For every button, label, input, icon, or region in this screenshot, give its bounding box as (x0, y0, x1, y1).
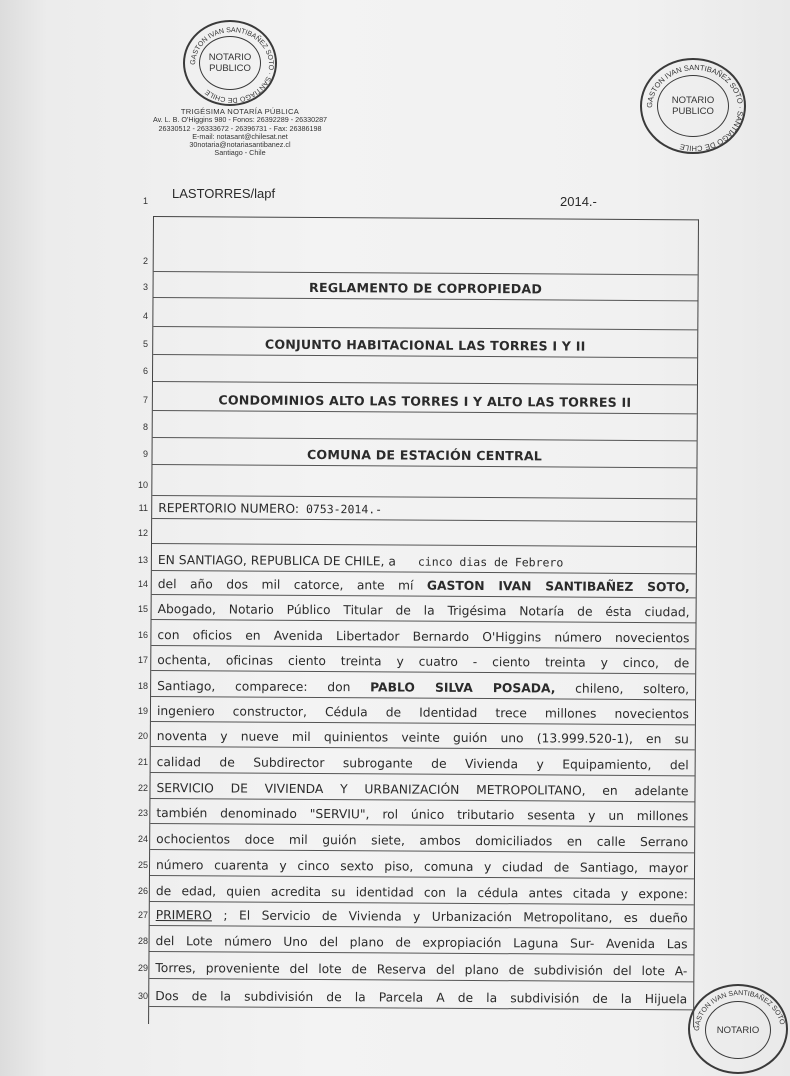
table-row (152, 438, 696, 468)
text-span: calidad de Subdirector subrogante de Vivienda y Equipamiento, del (156, 755, 689, 773)
line-number: 14 (137, 579, 148, 589)
table-row (153, 382, 697, 414)
text-span: de edad, quien acredita su identidad con la cédula antes citada y expone: (155, 884, 688, 902)
text-span: REGLAMENTO DE COPROPIEDAD (309, 279, 543, 297)
line-number: 11 (138, 503, 148, 513)
letterhead-line: E-mail: notasant@chilesat.net (192, 131, 288, 141)
table-row (152, 595, 696, 623)
text-span: Dos de la subdivisión de la Parcela A de la subdivisión de la Hijuela (155, 989, 688, 1007)
table-row (153, 327, 697, 358)
text-span: ; El Servicio de Vivienda y Urbanización Metropolitano, es dueño (211, 908, 688, 926)
line-number: 12 (137, 528, 148, 538)
line-text (159, 392, 691, 410)
svg-text:GASTON IVAN SANTIBAÑEZ SOTO ·: GASTON IVAN SANTIBAÑEZ SOTO · SANTIAGO DE CHILE (644, 62, 746, 154)
line-number: 8 (142, 422, 148, 432)
line-text (157, 755, 689, 772)
text-span: Abogado, Notario Público Titular de la Trigésima Notaría de ésta ciudad, (157, 602, 690, 620)
table-row (153, 298, 697, 330)
line-text (158, 501, 690, 518)
line-number: 29 (137, 963, 148, 973)
table-row (151, 747, 695, 776)
line-number: 5 (142, 339, 148, 349)
text-span: ingeniero constructor, Cédula de Identidad trece millones novecientos (156, 704, 690, 722)
line-number: 2 (142, 256, 148, 266)
line-text (156, 858, 688, 875)
text-span: del año dos mil catorce, ante mí (157, 577, 427, 593)
line-text (156, 934, 688, 951)
text-span: PABLO SILVA POSADA, (370, 680, 556, 696)
deed-text-table (148, 216, 699, 1027)
text-span: número cuarenta y cinco sexto piso, comuna y ciudad de Santiago, mayor (155, 858, 689, 876)
line-text (158, 492, 690, 495)
line-number: 24 (137, 834, 148, 844)
table-row (152, 496, 696, 522)
line-text (157, 628, 689, 645)
table-row (154, 244, 698, 275)
table-row (149, 952, 693, 982)
line-number: 1 (142, 196, 148, 206)
text-span: chileno, soltero, (555, 681, 690, 697)
line-text (158, 602, 690, 619)
line-number: 15 (137, 604, 148, 614)
document-reference: LASTORRES/lapf (172, 186, 276, 201)
letterhead-line: 30notaria@notariasantibanez.cl (189, 140, 291, 150)
table-row (150, 876, 694, 905)
line-text (156, 781, 688, 798)
table-row (152, 465, 696, 499)
document-year: 2014.- (560, 194, 597, 209)
line-number: 22 (137, 783, 148, 793)
text-span: Torres, proveniente del lote de Reserva del plano de subdivisión del lote A- (155, 961, 688, 979)
line-number: 30 (137, 991, 148, 1001)
table-row (150, 799, 694, 827)
line-number: 6 (142, 366, 148, 376)
letterhead-line: TRIGÉSIMA NOTARÍA PÚBLICA (180, 107, 300, 116)
line-text (159, 446, 691, 464)
stamp-label: NOTARIO (208, 52, 252, 63)
text-span: EN SANTIAGO, REPUBLICA DE CHILE, a (157, 553, 396, 569)
text-span: PRIMERO (155, 908, 212, 923)
line-number: 23 (137, 808, 148, 818)
line-text (156, 832, 688, 849)
text-span: CONDOMINIOS ALTO LAS TORRES I Y ALTO LAS TORRES II (218, 392, 632, 410)
line-text (156, 806, 688, 823)
line-number: 20 (137, 731, 148, 741)
line-text (156, 884, 688, 901)
line-number: 21 (137, 757, 148, 767)
text-span: del Lote número Uno del plano de expropiación Laguna Sur- Avenida Las (155, 934, 688, 952)
line-number: 28 (137, 936, 148, 946)
stamp-center (199, 36, 261, 90)
line-number: 10 (137, 480, 148, 490)
text-span: Santiago, comparece: don (157, 679, 371, 695)
line-number: 3 (142, 282, 148, 292)
line-text (157, 679, 689, 696)
text-span: ochocientos doce mil guión siete, ambos domiciliados en calle Serrano (156, 832, 689, 850)
line-number: 19 (137, 706, 148, 716)
line-text (155, 989, 687, 1006)
line-text (158, 540, 690, 543)
line-text (159, 378, 691, 381)
table-row (151, 722, 695, 750)
table-row (151, 671, 695, 700)
text-span: SERVICIO DE VIVIENDA Y URBANIZACIÓN METROPOLITANO, en adelante (156, 781, 689, 799)
handwritten-date: cinco dias de Febrero (417, 554, 564, 570)
line-text (160, 268, 692, 271)
stamp-center (705, 1001, 771, 1059)
letterhead-line: Av. L. B. O'Higgins 980 - Fonos: 26392289 - 26330287 (152, 115, 328, 125)
table-row (151, 697, 695, 725)
table-row (150, 926, 694, 955)
line-text (159, 434, 691, 437)
notary-letterhead (112, 108, 368, 158)
notary-stamp-bottom-right (688, 984, 788, 1074)
stamp-label: PUBLICO (209, 63, 251, 74)
table-row (152, 571, 696, 598)
stamp-label: PUBLICO (672, 106, 714, 117)
line-number: 7 (142, 395, 148, 405)
line-text (155, 961, 687, 978)
line-number: 4 (142, 311, 148, 321)
line-number: 25 (137, 860, 148, 870)
table-row (153, 355, 697, 385)
letterhead-line: Santiago - Chile (214, 148, 266, 158)
line-text (157, 653, 689, 670)
stamp-label: NOTARIO (716, 1024, 760, 1036)
line-text (158, 553, 690, 570)
text-span: REPERTORIO NUMERO: (158, 501, 300, 516)
line-text (157, 729, 689, 746)
line-number: 18 (137, 681, 148, 691)
table-row (151, 646, 695, 674)
notary-stamp-top-right (640, 58, 746, 154)
table-row (150, 902, 694, 929)
line-text (158, 577, 690, 594)
text-span: también denominado "SERVIU", rol único tributario sesenta y un millones (156, 806, 689, 824)
line-text (157, 704, 689, 721)
line-number: 16 (137, 630, 148, 640)
notary-stamp-top-left (183, 20, 277, 106)
svg-text:GASTON IVAN SANTIBAÑEZ SOTO: GASTON IVAN SANTIBAÑEZ SOTO (693, 989, 786, 1032)
table-row (153, 272, 697, 301)
svg-text:GASTON IVAN SANTIBAÑEZ SOTO ·: GASTON IVAN SANTIBAÑEZ SOTO · SANTIAGO DE CHILE (189, 26, 275, 104)
text-span: CONJUNTO HABITACIONAL LAS TORRES I Y II (264, 336, 586, 354)
text-span: con oficios en Avenida Libertador Bernardo O'Higgins número novecientos (157, 628, 690, 646)
table-row (150, 824, 694, 853)
text-span: COMUNA DE ESTACIÓN CENTRAL (306, 446, 543, 464)
line-text (160, 279, 692, 297)
text-span: ochenta, oficinas ciento treinta y cuatro - ciento treinta y cinco, de (157, 653, 690, 671)
line-number: 27 (137, 910, 148, 920)
table-row (152, 544, 696, 574)
stamp-center (657, 75, 729, 137)
line-number: 26 (137, 886, 148, 896)
text-span: GASTON IVAN SANTIBAÑEZ SOTO, (426, 578, 690, 595)
table-row (151, 620, 695, 649)
letterhead-line: 26330512 - 26333672 - 26396731 - Fax: 26386198 (158, 123, 322, 133)
text-span: noventa y nueve mil quinientos veinte guión uno (13.999.520-1), en su (156, 729, 689, 747)
table-row (150, 773, 694, 802)
line-text (156, 908, 688, 925)
table-row (152, 519, 696, 547)
line-text (159, 323, 691, 326)
table-row (150, 850, 694, 879)
text-span: 0753-2014.- (298, 501, 383, 517)
table-row (153, 411, 697, 441)
line-text (159, 336, 691, 354)
table-row (149, 979, 693, 1010)
line-number: 9 (142, 449, 148, 459)
line-number: 13 (137, 555, 148, 565)
stamp-label: NOTARIO (671, 95, 715, 106)
line-number: 17 (137, 655, 148, 665)
